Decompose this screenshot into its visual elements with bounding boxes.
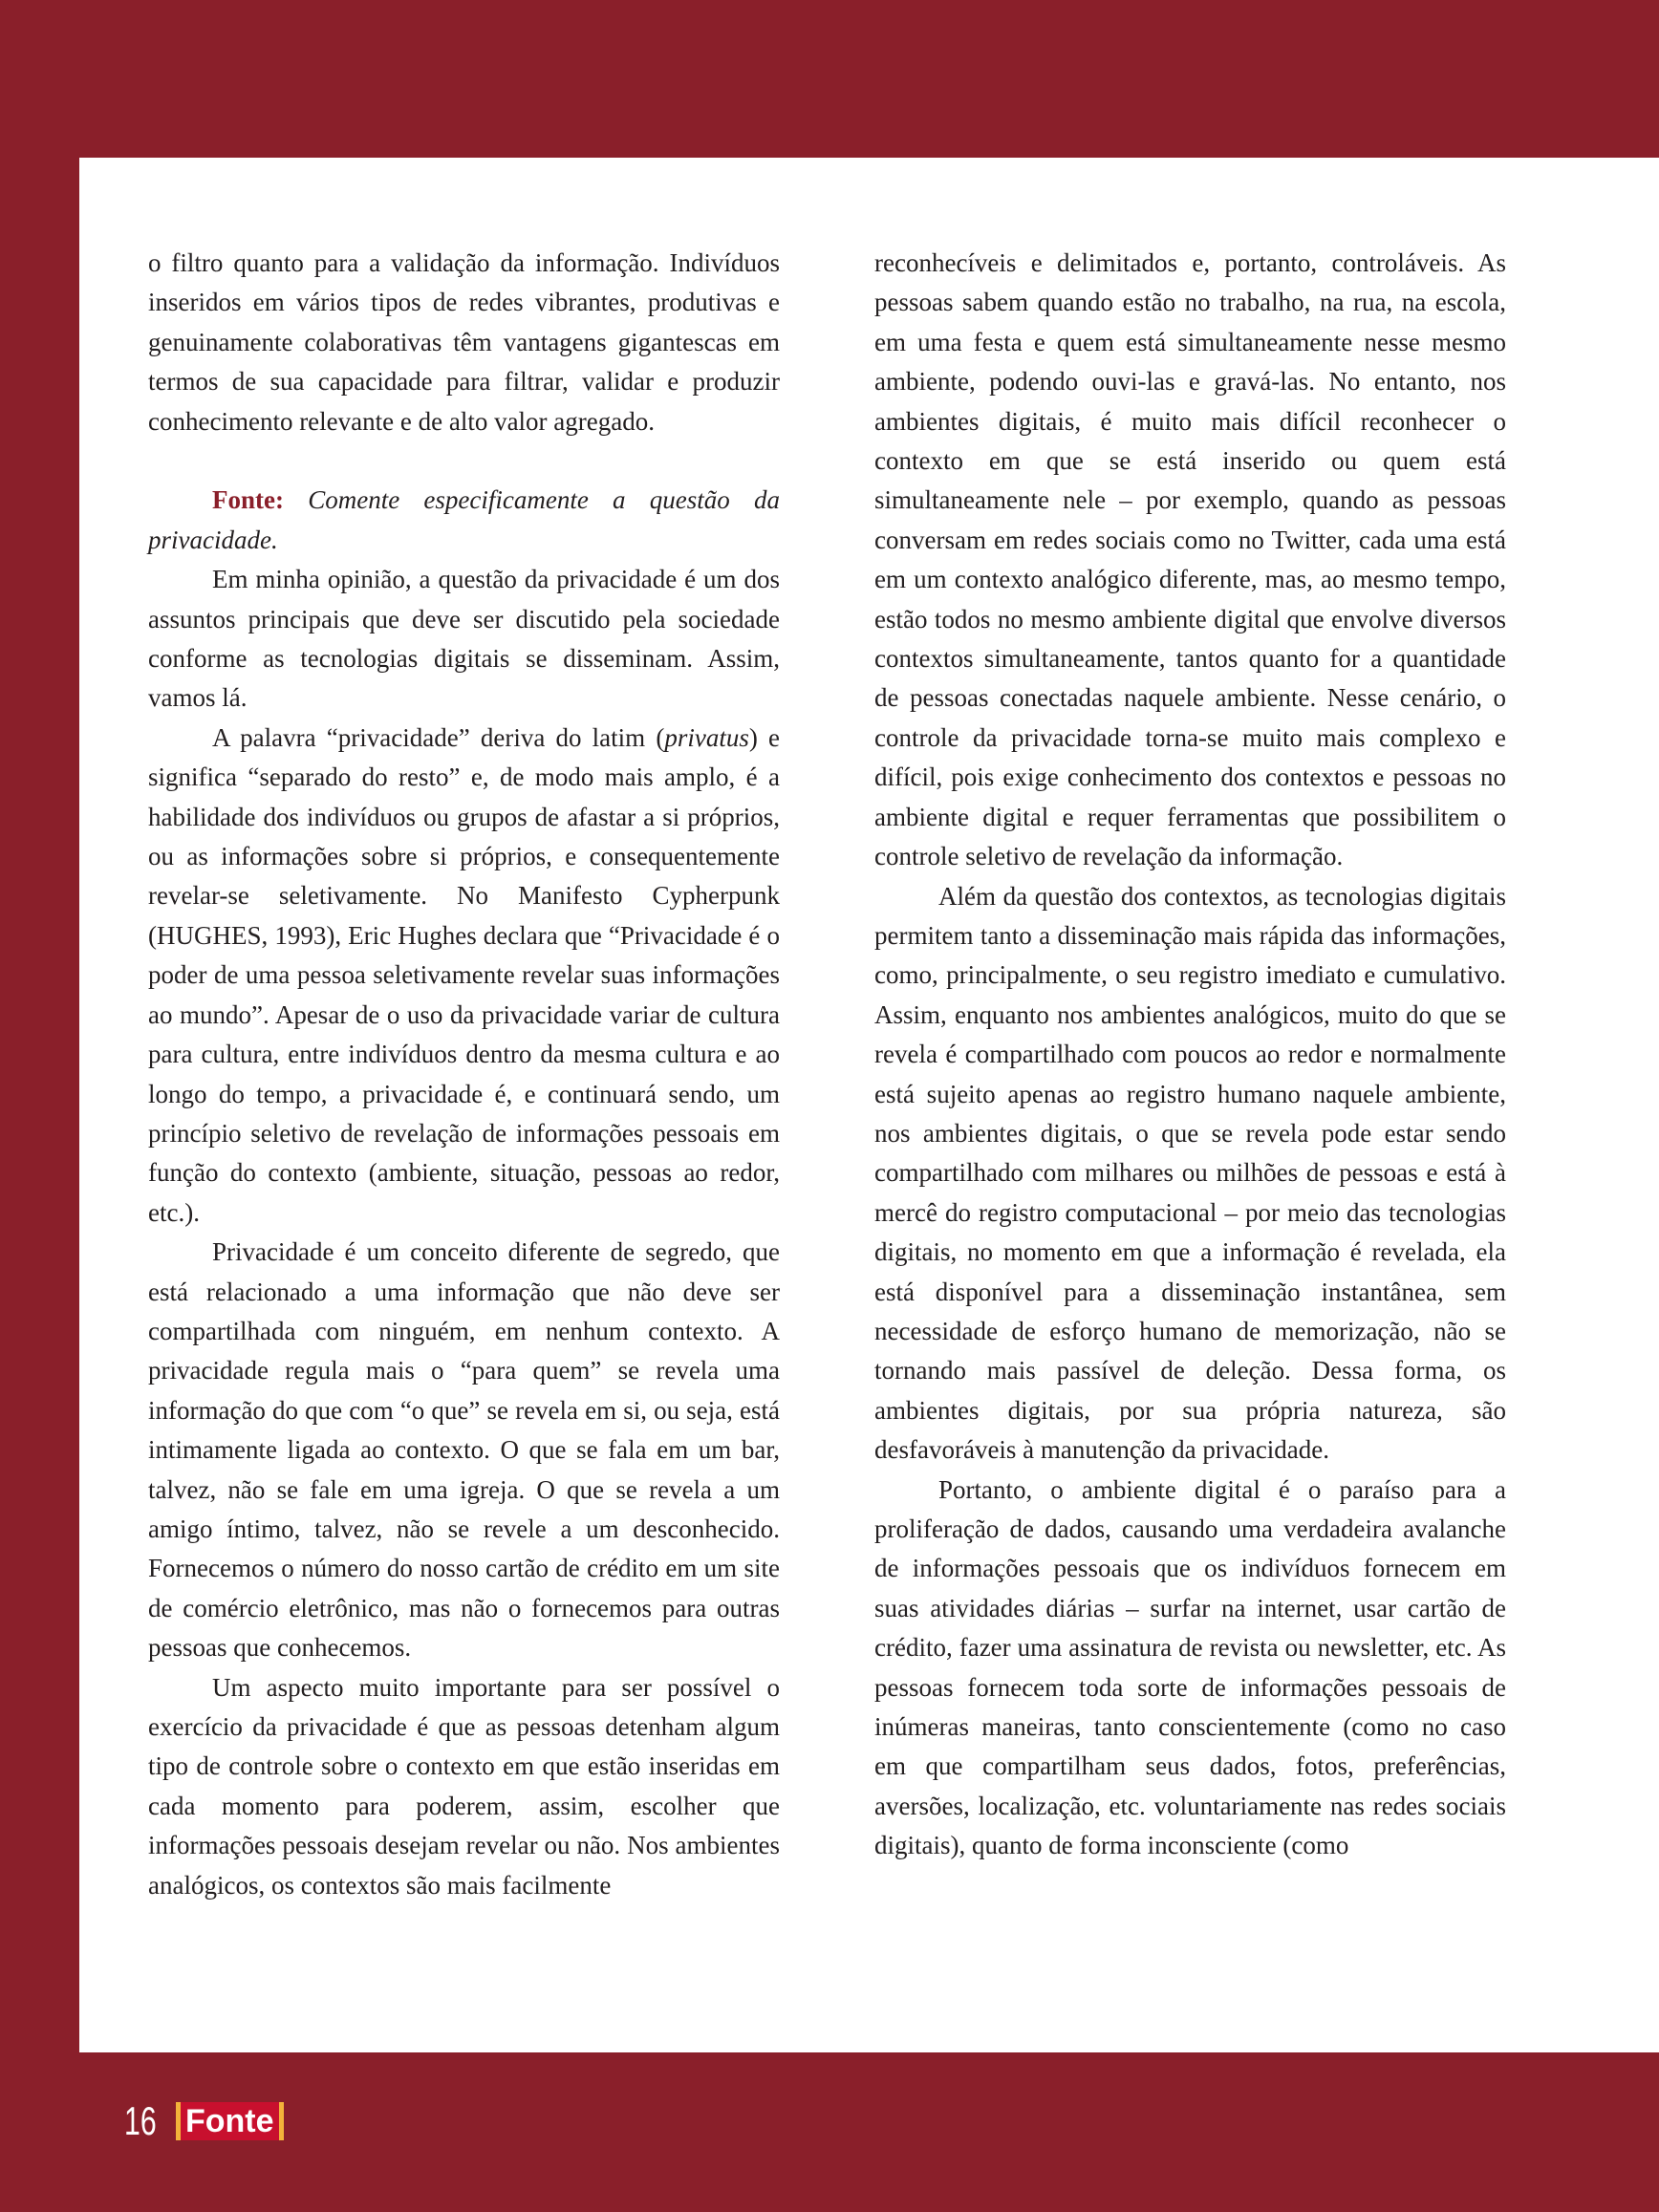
- paragraph: Privacidade é um conceito diferente de segredo, que está relacionado a uma informação que não deve ser compartilhada com ninguém, em nenhum contexto. A privacidade regula mais o “para quem” se revela uma informação do que com “o que” se revela em si, ou seja, está intimamente ligada ao contexto. O que se fala em um bar, talvez, não se fale em uma igreja. O que se revela a um amigo íntimo, talvez, não se revele a um desconhecido. Fornecemos o número do nosso cartão de crédito em um site de comércio eletrônico, mas não o fornecemos para outras pessoas que conhecemos.: [148, 1237, 780, 1663]
- paragraph: reconhecíveis e delimitados e, portanto, controláveis. As pessoas sabem quando estão no trabalho, na rua, na escola, em uma festa e quem está simultaneamente nesse mesmo ambiente, podendo ouvi-las e gravá-las. No entanto, nos ambientes digitais, é muito mais difícil reconhecer o contexto em que se está inserido ou quem está simultaneamente nele – por exemplo, quando as pessoas conversam em redes sociais como no Twitter, cada uma está em um contexto analógico diferente, mas, ao mesmo tempo, estão todos no mesmo ambiente digital que envolve diversos contextos simultaneamente, tantos quanto for a quantidade de pessoas conectadas naquele ambiente. Nesse cenário, o controle da privacidade torna-se muito mais complexo e difícil, pois exige conhecimento dos contextos e pessoas no ambiente digital e requer ferramentas que possibilitem o controle seletivo de revelação da informação.: [874, 248, 1506, 871]
- paragraph: Portanto, o ambiente digital é o paraíso para a proliferação de dados, causando uma verdadeira avalanche de informações pessoais que os indivíduos fornecem em suas atividades diárias – surfar na internet, usar cartão de crédito, fazer uma assinatura de revista ou newsletter, etc. As pessoas fornecem toda sorte de informações pessoais de inúmeras maneiras, tanto conscientemente (como no caso em que compartilham seus dados, fotos, preferências, aversões, localização, etc. voluntariamente nas redes sociais digitais), quanto de forma inconsciente (como: [874, 1474, 1506, 1860]
- interview-question: [148, 481, 780, 560]
- paragraph: Além da questão dos contextos, as tecnologias digitais permitem tanto a disseminação mais rápida das informações, como, principalmente, o seu registro imediato e cumulativo. Assim, enquanto nos ambientes analógicos, muito do que se revela é compartilhado com poucos ao redor e normalmente está sujeito apenas ao registro humano naquele ambiente, nos ambientes digitais, o que se revela pode estar sendo compartilhado com milhares ou milhões de pessoas e está à mercê do registro computacional – por meio das tecnologias digitais, no momento em que a informação é revelada, ela está disponível para a disseminação instantânea, sem necessidade de esforço humano de memorização, não se tornando mais passível de deleção. Dessa forma, os ambientes digitais, por sua própria natureza, são desfavoráveis à manutenção da privacidade.: [874, 881, 1506, 1465]
- paragraph: [148, 719, 780, 1233]
- logo-text: Fonte: [185, 2103, 274, 2139]
- question-text: Comente especificamente a questão da privacidade.: [148, 485, 781, 554]
- question-label: Fonte:: [212, 485, 284, 515]
- page-footer: [124, 2097, 284, 2145]
- paragraph: o filtro quanto para a validação da informação. Indivíduos inseridos em vários tipos de redes vibrantes, produtivas e genuinamente colaborativas têm vantagens gigantescas em termos de sua capacidade para filtrar, validar e produzir conhecimento relevante e de alto valor agregado.: [148, 248, 780, 436]
- page-content: [79, 158, 1659, 2052]
- paragraph-text: A palavra “privacidade” deriva do latim (: [212, 722, 665, 752]
- paragraph-text: ) e significa “separado do resto” e, de modo mais amplo, é a habilidade dos indivíduos ou grupos de afastar a si próprios, ou as informações sobre si próprios, e consequentemente revelar-se seletivamente. No Manifesto Cypherpunk (HUGHES, 1993), Eric Hughes declara que “Privacidade é o poder de uma pessoa seletivamente revelar suas informações ao mundo”. Apesar de o uso da privacidade variar de cultura para cultura, entre indivíduos dentro da mesma cultura e ao longo do tempo, a privacidade é, e continuará sendo, um princípio seletivo de revelação de informações pessoais em função do contexto (ambiente, situação, pessoas ao redor, etc.).: [148, 722, 780, 1227]
- page-number: 16: [124, 2098, 157, 2143]
- paragraph: Um aspecto muito importante para ser possível o exercício da privacidade é que as pessoas detenham algum tipo de controle sobre o contexto em que estão inseridas em cada momento para poderem, assim, escolher que informações pessoais desejam revelar ou não. Nos ambientes analógicos, os contextos são mais facilmente: [148, 1672, 780, 1900]
- paragraph: Em minha opinião, a questão da privacidade é um dos assuntos principais que deve ser discutido pela sociedade conforme as tecnologias digitais se disseminam. Assim, vamos lá.: [148, 565, 780, 713]
- fonte-logo: [176, 2102, 284, 2140]
- left-column: [148, 244, 780, 1905]
- latin-term: privatus: [664, 722, 749, 752]
- right-column: [874, 244, 1506, 1866]
